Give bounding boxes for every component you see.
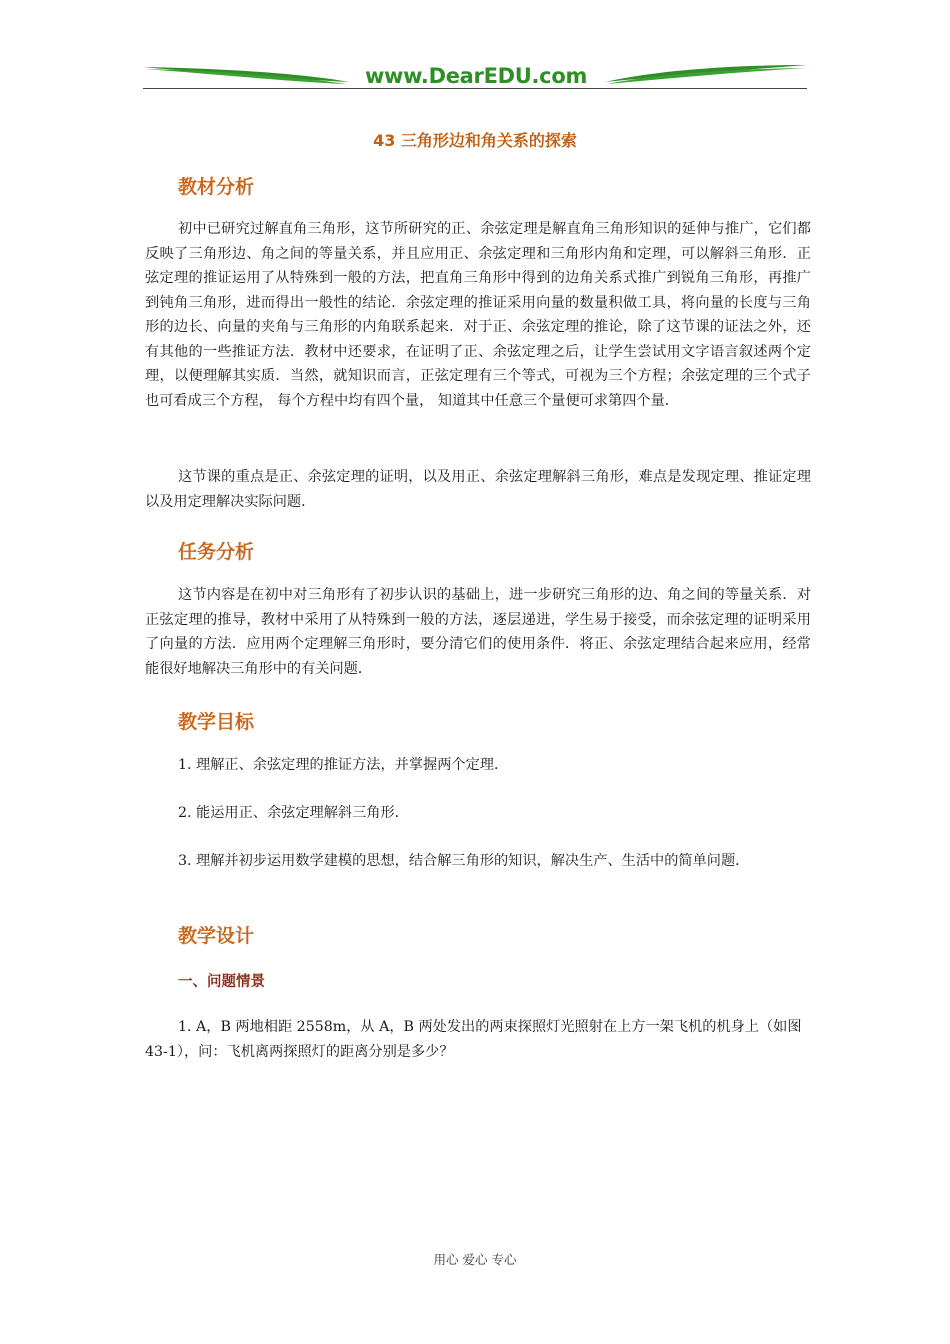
page-title: 43 三角形边和角关系的探索 (373, 131, 577, 150)
subsection-heading-problem-scenario: 一、问题情景 (178, 974, 265, 990)
goal-item-2: 2. 能运用正、余弦定理解斜三角形． (178, 805, 409, 821)
paragraph-key-points: 这节课的重点是正、余弦定理的证明，以及用正、余弦定理解斜三角形，难点是发现定理、推证定理以及用定理解决实际问题． (145, 469, 811, 510)
page-footer: 用心 爱心 专心 (433, 1252, 517, 1267)
problem-item-1: 1. A，B 两地相距 2558m，从 A，B 两处发出的两束探照灯光照射在上方一架飞机的机身上（如图 43-1），问：飞机离两探照灯的距离分别是多少？ (145, 1019, 802, 1060)
paragraph-task-analysis: 这节内容是在初中对三角形有了初步认识的基础上，进一步研究三角形的边、角之间的等量关系．对正弦定理的推导，教材中采用了从特殊到一般的方法，逐层递进，学生易于接受，而余弦定理的证明采用了向量的方法．应用两个定理解三角形时，要分清它们的使用条件．将正、余弦定理结合起来应用，经常能很好地解决三角形中的有关问题． (145, 587, 811, 677)
section-heading-teaching-design: 教学设计 (178, 925, 255, 947)
goal-item-1: 1. 理解正、余弦定理的推证方法，并掌握两个定理． (178, 757, 509, 773)
site-logo[interactable]: www.DearEDU.com (364, 64, 588, 88)
section-heading-teaching-goals: 教学目标 (178, 711, 255, 733)
header-divider (143, 88, 807, 89)
goal-item-3: 3. 理解并初步运用数学建模的思想，结合解三角形的知识，解决生产、生活中的简单问题． (178, 853, 750, 869)
section-heading-textbook-analysis: 教材分析 (178, 176, 255, 198)
section-heading-task-analysis: 任务分析 (178, 541, 255, 563)
paragraph-textbook-analysis: 初中已研究过解直角三角形，这节所研究的正、余弦定理是解直角三角形知识的延伸与推广，它们都反映了三角形边、角之间的等量关系，并且应用正、余弦定理和三角形内角和定理，可以解斜三角形．正弦定理的推证运用了从特殊到一般的方法，把直角三角形中得到的边角关系式推广到锐角三角形，再推广到钝角三角形，进而得出一般性的结论．余弦定理的推证采用向量的数量积做工具，将向量的长度与三角形的边长、向量的夹角与三角形的内角联系起来．对于正、余弦定理的推论，除了这节课的证法之外，还有其他的一些推证方法．教材中还要求，在证明了正、余弦定理之后，让学生尝试用文字语言叙述两个定理，以便理解其实质．当然，就知识而言，正弦定理有三个等式，可视为三个方程；余弦定理的三个式子也可看成三个方程， 每个方程中均有四个量， 知道其中任意三个量便可求第四个量． (145, 221, 811, 409)
